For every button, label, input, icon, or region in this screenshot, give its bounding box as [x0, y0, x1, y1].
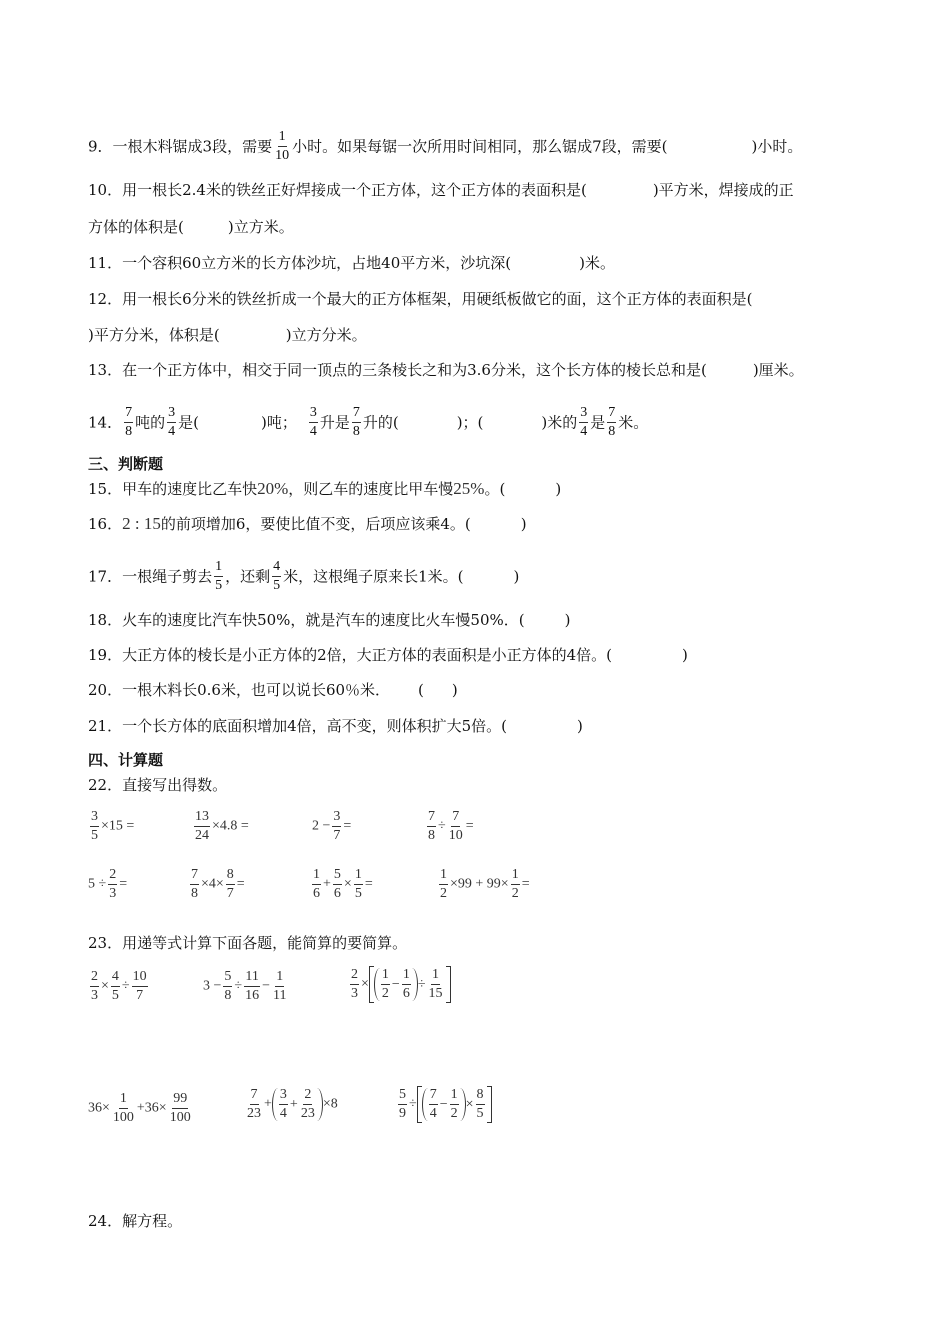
fraction: $\frac{3}{4}$: [580, 405, 588, 439]
question-number: 10．: [88, 181, 123, 199]
question-number: 24．: [88, 1212, 123, 1230]
calc-22-5: 5 ÷ $\frac{2}{3}$ =: [88, 867, 128, 901]
question-12-cont: )平方分米，体积是( )立方分米。: [88, 326, 367, 344]
square-brackets: $\frac{7}{4}$ − $\frac{1}{2}$ × $\frac{8}{5}$: [417, 1086, 492, 1123]
question-14: 14． $\frac{7}{8}$ 吨的 $\frac{3}{4}$ 是( )吨； $\frac{3}{4}$ 升是 $\frac{7}{8}$ 升的( )；( )米的 $\frac{3}{4}$ 是 $\frac{7}{8}$ 米。: [88, 405, 649, 439]
question-number: 14．: [88, 413, 123, 432]
question-number: 11．: [88, 254, 123, 272]
fraction: $\frac{1}{10}$: [275, 129, 290, 163]
question-number: 19．: [88, 646, 123, 664]
question-10: 10．用一根长2.4米的铁丝正好焊接成一个正方体，这个正方体的表面积是( )平方米，焊接成的正: [88, 181, 794, 199]
question-24: 24．解方程。: [88, 1212, 183, 1230]
calc-22-6: $\frac{7}{8}$ ×4× $\frac{8}{7}$ =: [191, 867, 245, 901]
question-number: 17．: [88, 567, 123, 586]
question-11: 11．一个容积60立方米的长方体沙坑，占地40平方米，沙坑深( )米。: [88, 254, 615, 272]
question-10-cont: 方体的体积是( )立方米。: [88, 218, 294, 236]
question-17: 17．一根绳子剪去 $\frac{1}{5}$ ，还剩 $\frac{4}{5}$ 米，这根绳子原来长1米。( ): [88, 559, 520, 593]
question-number: 13．: [88, 361, 123, 379]
fraction: $\frac{7}{8}$: [352, 405, 360, 439]
question-number: 9．: [88, 137, 113, 156]
round-brackets: $\frac{3}{4}$ + $\frac{2}{23}$: [272, 1088, 323, 1121]
calc-23-1: $\frac{2}{3}$ × $\frac{4}{5}$ ÷ $\frac{10}{7}$: [91, 969, 147, 1003]
question-21: 21．一个长方体的底面积增加4倍，高不变，则体积扩大5倍。( ): [88, 717, 583, 735]
calc-23-6: $\frac{5}{9}$ ÷ $\frac{7}{4}$ − $\frac{1}{2}$ × $\frac{8}{5}$: [396, 1086, 492, 1123]
calc-22-2: $\frac{13}{24}$ ×4.8 =: [195, 809, 249, 843]
question-16: 16．2 : 15的前项增加6，要使比值不变，后项应该乘4。( ): [88, 514, 527, 533]
fraction: $\frac{3}{4}$: [168, 405, 176, 439]
fraction: $\frac{3}{4}$: [309, 405, 317, 439]
calc-22-4: $\frac{7}{8}$ ÷ $\frac{7}{10}$ =: [428, 809, 474, 843]
percent-value: 20%: [257, 479, 289, 498]
question-23: 23．用递等式计算下面各题，能简算的要简算。: [88, 934, 408, 952]
question-number: 23．: [88, 934, 123, 952]
question-13: 13．在一个正方体中，相交于同一顶点的三条棱长之和为3.6分米，这个长方体的棱长总和是( )厘米。: [88, 361, 804, 379]
ratio-value: 2 : 15: [122, 514, 161, 533]
calc-22-7: $\frac{1}{6}$ + $\frac{5}{6}$ × $\frac{1}{5}$ =: [313, 867, 373, 901]
question-number: 22．: [88, 776, 123, 794]
calc-23-2: 3 − $\frac{5}{8}$ ÷ $\frac{11}{16}$ − $\frac{1}{11}$: [203, 969, 287, 1003]
round-brackets: $\frac{7}{4}$ − $\frac{1}{2}$: [422, 1088, 466, 1121]
square-brackets: $\frac{1}{2}$ − $\frac{1}{6}$ ÷ $\frac{1}{15}$: [369, 966, 451, 1003]
question-number: 15．: [88, 480, 123, 498]
fraction: $\frac{4}{5}$: [273, 559, 281, 593]
question-number: 12．: [88, 290, 123, 308]
calc-23-5: $\frac{7}{23}$ + $\frac{3}{4}$ + $\frac{2}{23}$ ×8: [247, 1087, 338, 1121]
question-19: 19．大正方体的棱长是小正方体的2倍，大正方体的表面积是小正方体的4倍。( ): [88, 646, 688, 664]
calc-22-1: $\frac{3}{5}$ ×15 =: [91, 809, 135, 843]
question-number: 20．: [88, 681, 123, 699]
fraction: $\frac{1}{5}$: [215, 559, 223, 593]
fraction: $\frac{7}{8}$: [608, 405, 616, 439]
question-20: 20．一根木料长0.6米，也可以说长60％米． ( ): [88, 681, 458, 699]
fraction: $\frac{7}{8}$: [125, 405, 133, 439]
question-22: 22．直接写出得数。: [88, 776, 228, 794]
round-brackets: $\frac{1}{2}$ − $\frac{1}{6}$: [374, 968, 418, 1001]
section-heading-calculation: 四、计算题: [88, 751, 164, 769]
question-9: 9．一根木料锯成3段，需要 $\frac{1}{10}$ 小时。如果每锯一次所用时间相同，那么锯成7段，需要( )小时。: [88, 129, 803, 163]
question-15: 15．甲车的速度比乙车快20%，则乙车的速度比甲车慢25%。( ): [88, 479, 562, 498]
question-number: 16．: [88, 515, 123, 533]
calc-22-3: 2 − $\frac{3}{7}$ =: [312, 809, 352, 843]
calc-23-4: 36× $\frac{1}{100}$ +36× $\frac{99}{100}$: [88, 1091, 191, 1125]
question-number: 18．: [88, 611, 123, 629]
percent-value: 25%: [453, 479, 485, 498]
calc-22-8: $\frac{1}{2}$ ×99 + 99× $\frac{1}{2}$ =: [440, 867, 530, 901]
question-18: 18．火车的速度比汽车快50%，就是汽车的速度比火车慢50%．( ): [88, 611, 571, 629]
question-12: 12．用一根长6分米的铁丝折成一个最大的正方体框架，用硬纸板做它的面，这个正方体的表面积是(: [88, 290, 753, 308]
calc-23-3: $\frac{2}{3}$ × $\frac{1}{2}$ − $\frac{1}{6}$ ÷ $\frac{1}{15}$: [348, 966, 451, 1003]
question-number: 21．: [88, 717, 123, 735]
section-heading-judgement: 三、判断题: [88, 455, 164, 473]
